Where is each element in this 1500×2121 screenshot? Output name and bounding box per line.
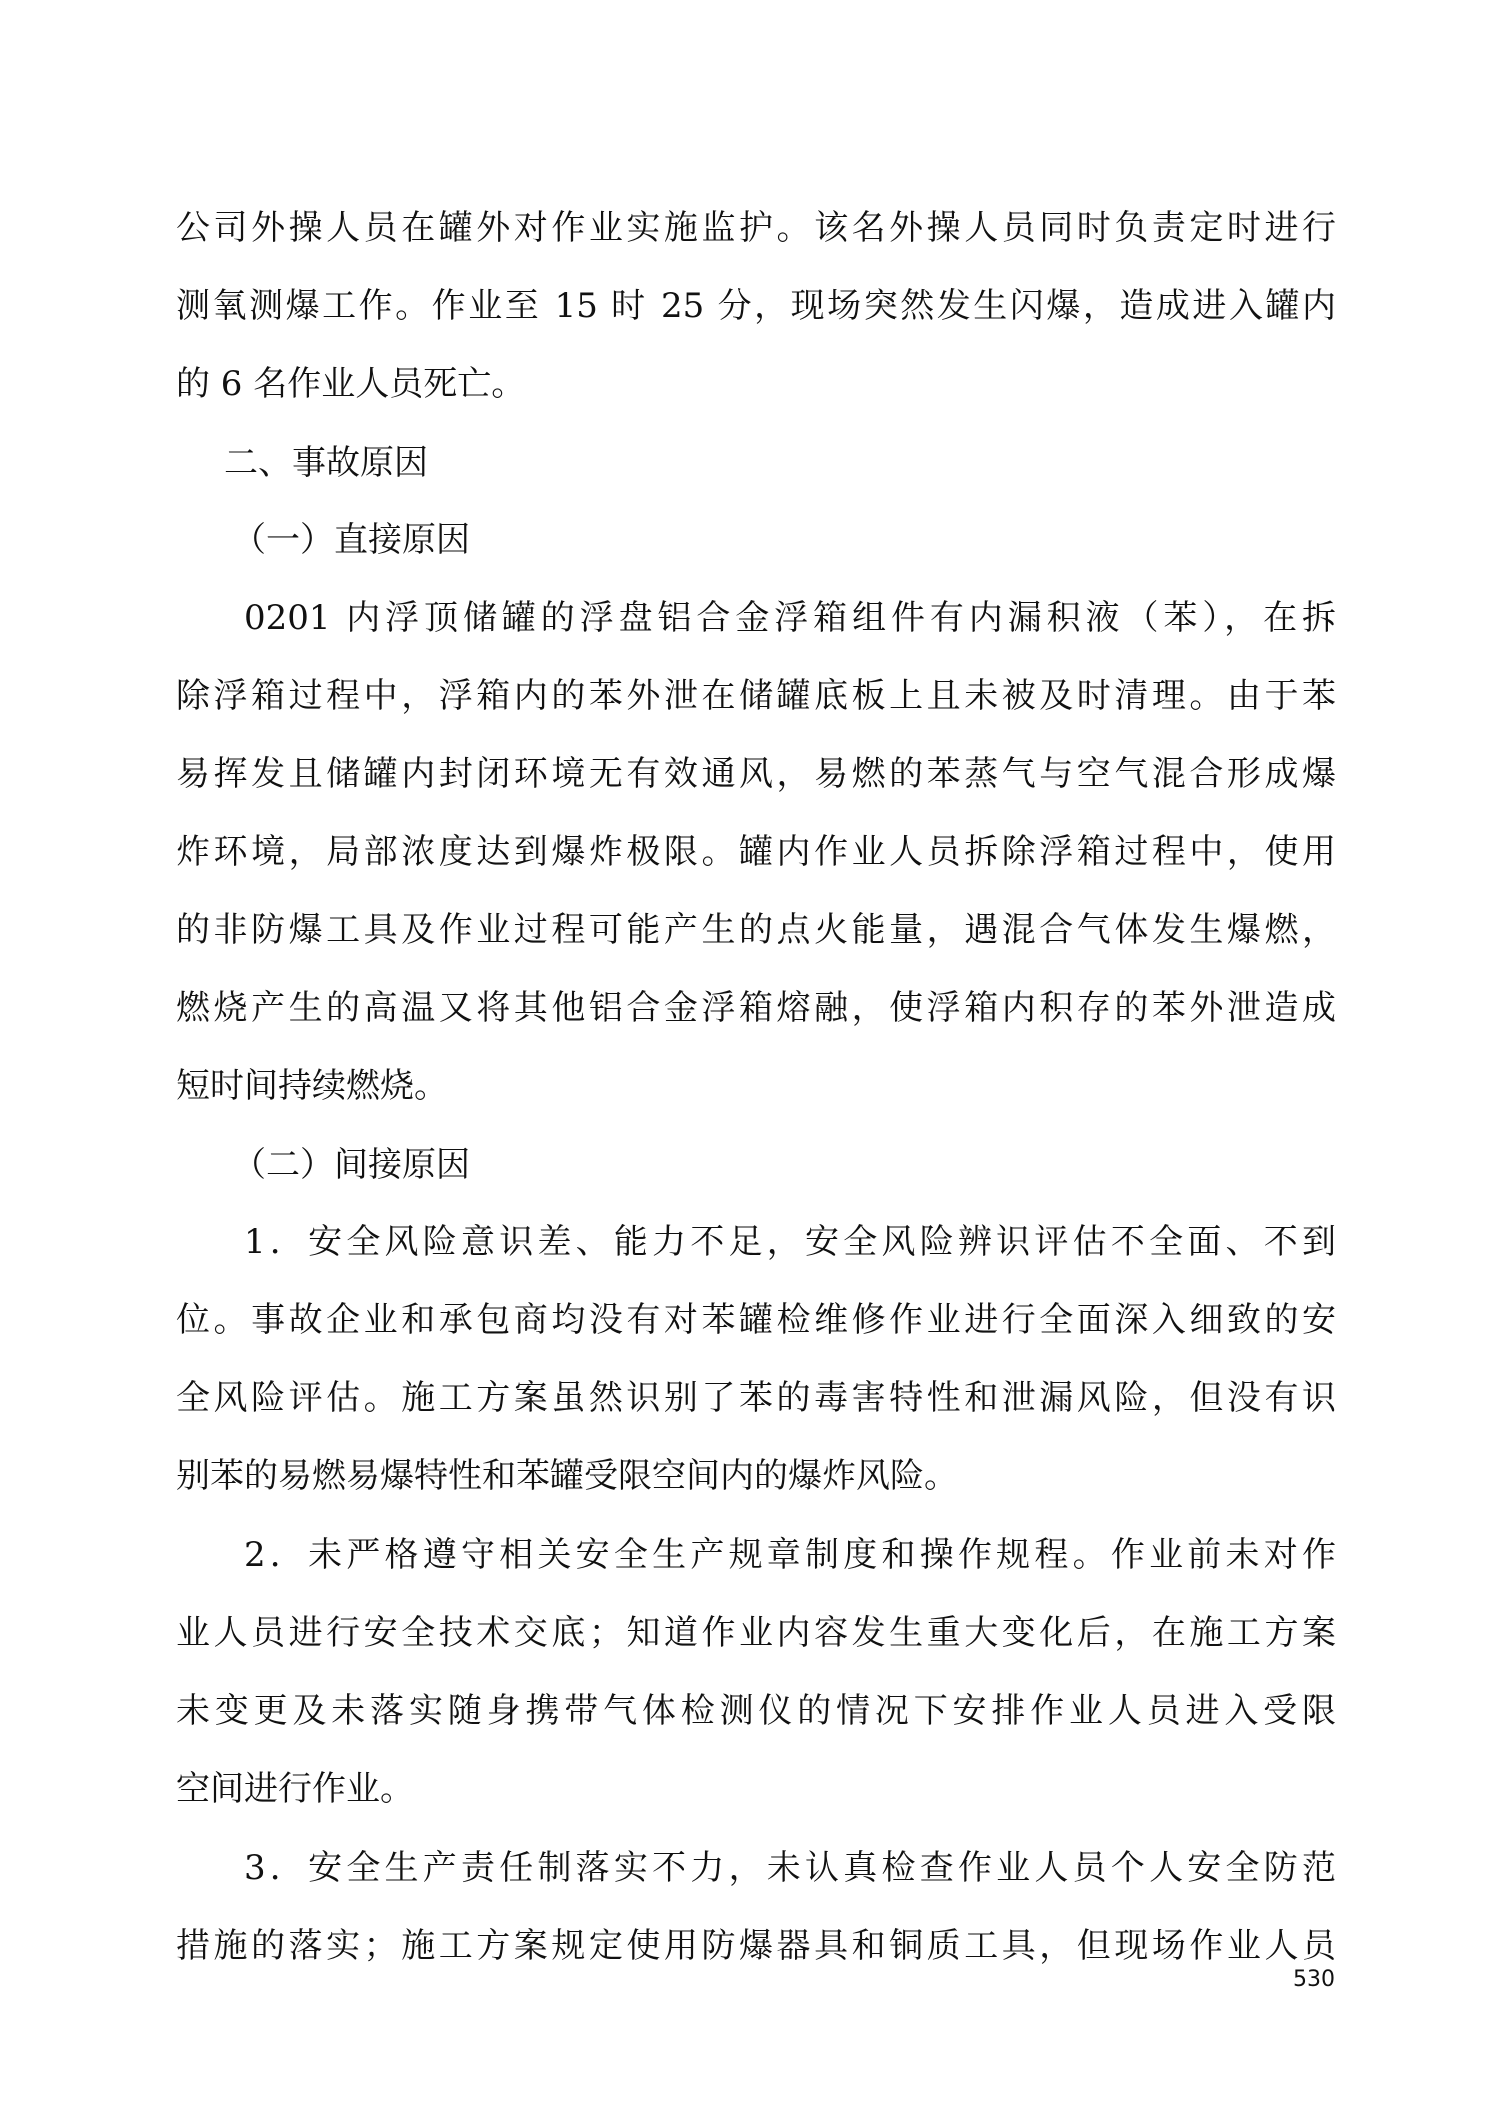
list-item-line: 业人员进行安全技术交底；知道作业内容发生重大变化后，在施工方案 <box>176 1613 1336 1653</box>
list-item-line: 全风险评估。施工方案虽然识别了苯的毒害特性和泄漏风险，但没有识 <box>176 1378 1336 1418</box>
paragraph-line: 除浮箱过程中，浮箱内的苯外泄在储罐底板上且未被及时清理。由于苯 <box>176 676 1336 716</box>
page-number: 530 <box>1293 1967 1335 1992</box>
paragraph-line: 0201 内浮顶储罐的浮盘铝合金浮箱组件有内漏积液（苯），在拆 <box>244 598 1336 638</box>
subsection-heading-direct-cause: （一）直接原因 <box>232 520 470 560</box>
paragraph-line: 炸环境，局部浓度达到爆炸极限。罐内作业人员拆除浮箱过程中，使用 <box>176 832 1336 872</box>
list-item-line: 措施的落实；施工方案规定使用防爆器具和铜质工具，但现场作业人员 <box>176 1926 1336 1966</box>
list-item-line: 1．安全风险意识差、能力不足，安全风险辨识评估不全面、不到 <box>244 1222 1336 1262</box>
section-heading: 二、事故原因 <box>224 443 428 483</box>
list-item-line: 位。事故企业和承包商均没有对苯罐检维修作业进行全面深入细致的安 <box>176 1300 1336 1340</box>
paragraph-line: 公司外操人员在罐外对作业实施监护。该名外操人员同时负责定时进行 <box>176 208 1336 248</box>
paragraph-line: 短时间持续燃烧。 <box>176 1066 448 1106</box>
paragraph-line: 的非防爆工具及作业过程可能产生的点火能量，遇混合气体发生爆燃， <box>176 910 1336 950</box>
list-item-line: 别苯的易燃易爆特性和苯罐受限空间内的爆炸风险。 <box>176 1456 958 1496</box>
list-item-line: 2．未严格遵守相关安全生产规章制度和操作规程。作业前未对作 <box>244 1535 1336 1575</box>
paragraph-line: 易挥发且储罐内封闭环境无有效通风，易燃的苯蒸气与空气混合形成爆 <box>176 754 1336 794</box>
list-item-line: 3．安全生产责任制落实不力，未认真检查作业人员个人安全防范 <box>244 1848 1336 1888</box>
subsection-heading-indirect-cause: （二）间接原因 <box>232 1145 470 1185</box>
list-item-line: 空间进行作业。 <box>176 1769 414 1809</box>
paragraph-line: 燃烧产生的高温又将其他铝合金浮箱熔融，使浮箱内积存的苯外泄造成 <box>176 988 1336 1028</box>
paragraph-line: 测氧测爆工作。作业至 15 时 25 分，现场突然发生闪爆，造成进入罐内 <box>176 286 1336 326</box>
paragraph-line: 的 6 名作业人员死亡。 <box>176 364 526 404</box>
list-item-line: 未变更及未落实随身携带气体检测仪的情况下安排作业人员进入受限 <box>176 1691 1336 1731</box>
